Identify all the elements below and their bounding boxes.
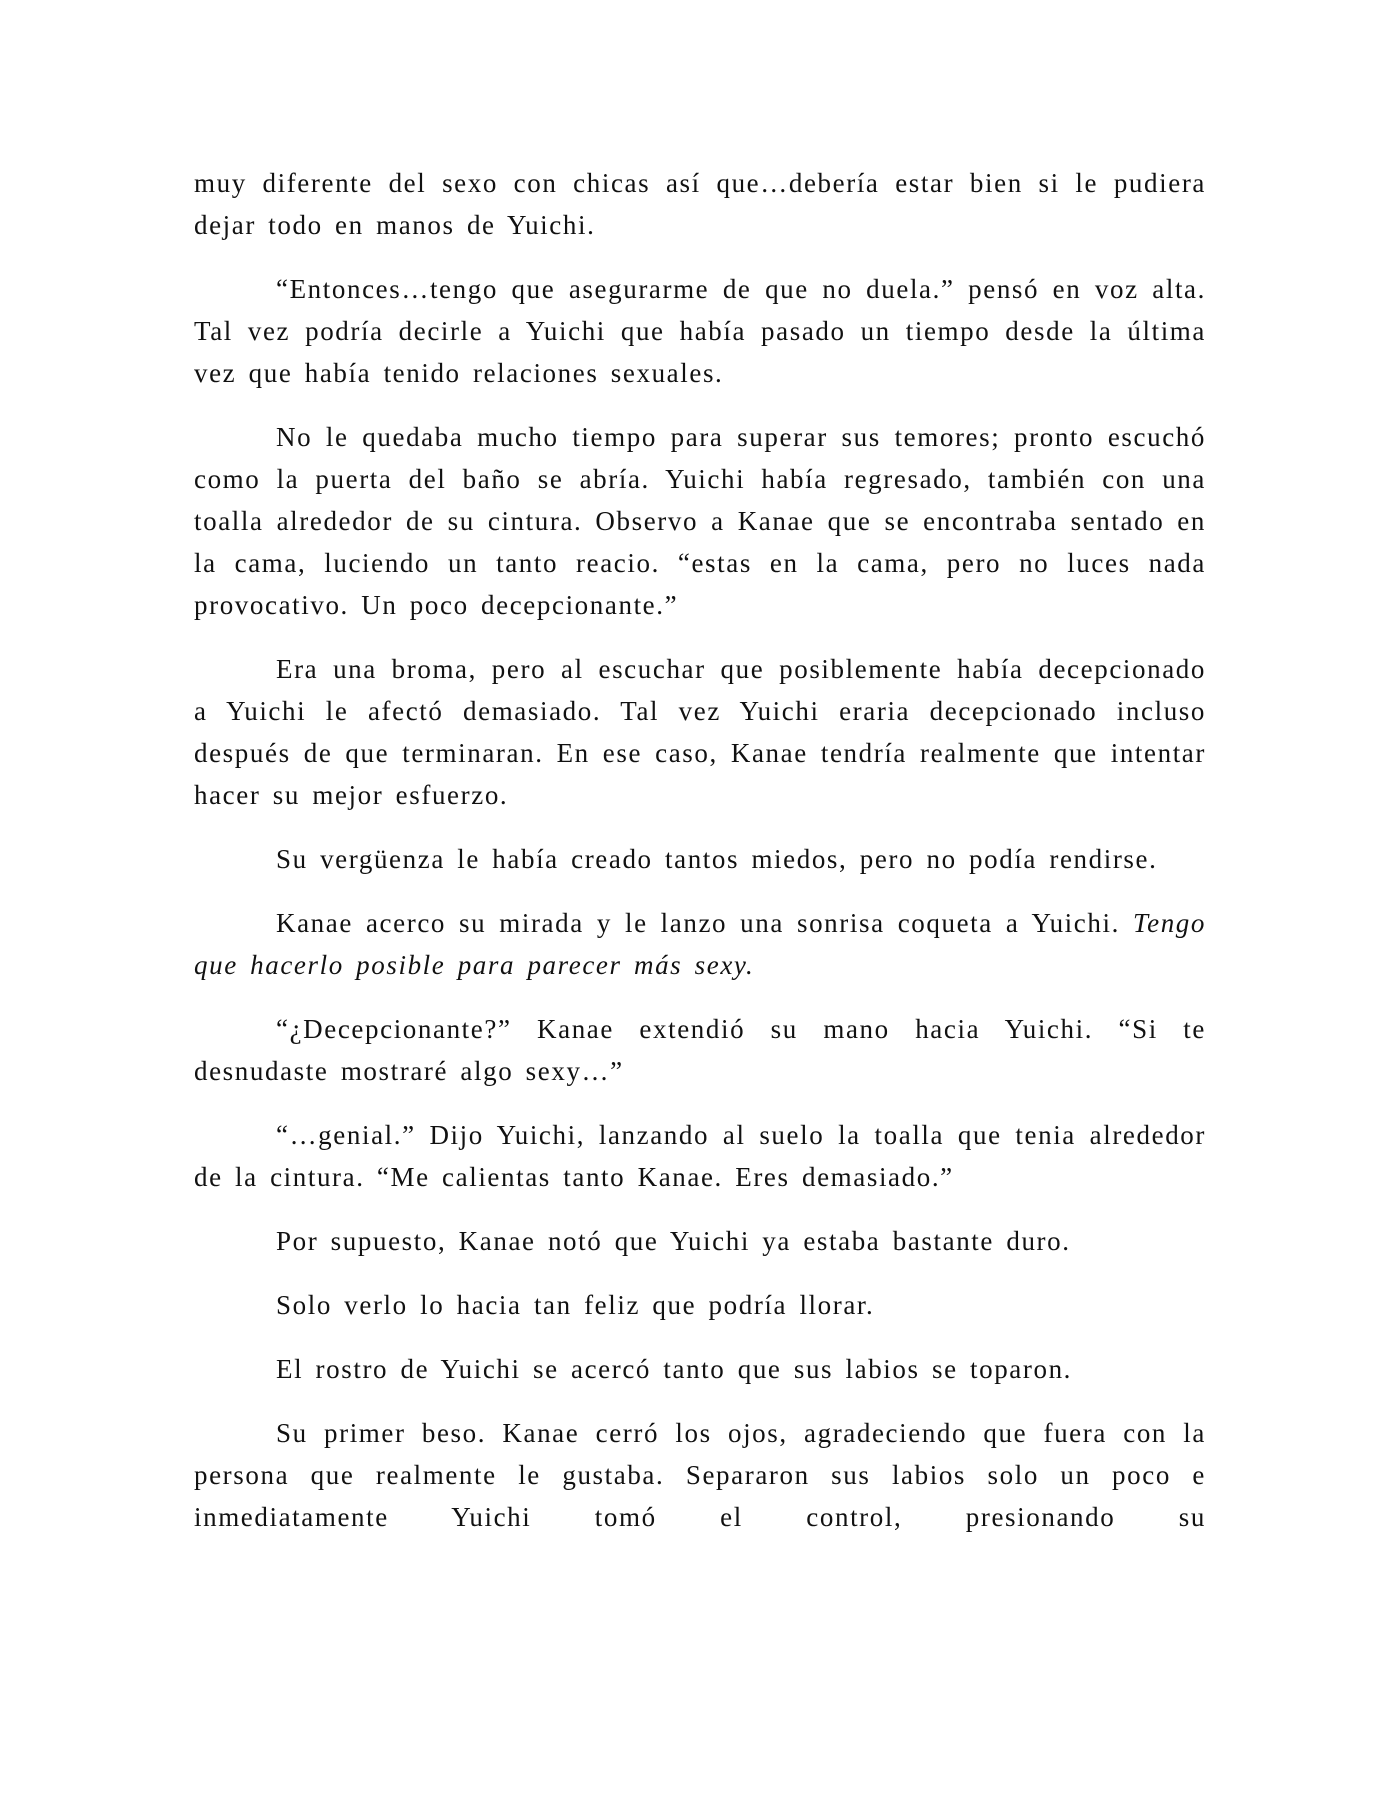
paragraph <box>194 902 1206 986</box>
paragraph: Su vergüenza le había creado tantos miedos, pero no podía rendirse. <box>276 844 1158 874</box>
paragraph: El rostro de Yuichi se acercó tanto que sus labios se toparon. <box>276 1354 1073 1384</box>
paragraph: Solo verlo lo hacia tan feliz que podría llorar. <box>276 1290 875 1320</box>
paragraph: “¿Decepcionante?” Kanae extendió su mano hacia Yuichi. “Si te desnudaste mostraré algo sexy…” <box>194 1014 1206 1086</box>
italic-thought: Tengo que hacerlo posible para parecer más sexy. <box>194 908 1206 980</box>
paragraph: Por supuesto, Kanae notó que Yuichi ya estaba bastante duro. <box>276 1226 1071 1256</box>
paragraph: Su primer beso. Kanae cerró los ojos, agradeciendo que fuera con la persona que realmente le gustaba. Separaron sus labios solo un poco e inmediatamente Yuichi tomó el control, presionando su <box>194 1418 1206 1532</box>
paragraph: Era una broma, pero al escuchar que posiblemente había decepcionado a Yuichi le afectó demasiado. Tal vez Yuichi eraria decepcionado incluso después de que terminaran. En ese caso, Kanae tendría realmente que intentar hacer su mejor esfuerzo. <box>194 654 1206 810</box>
paragraph: “Entonces…tengo que asegurarme de que no duela.” pensó en voz alta. Tal vez podría decirle a Yuichi que había pasado un tiempo desde la última vez que había tenido relaciones sexuales. <box>194 274 1206 388</box>
paragraph: No le quedaba mucho tiempo para superar sus temores; pronto escuchó como la puerta del baño se abría. Yuichi había regresado, también con una toalla alrededor de su cintura. Observo a Kanae que se encontraba sentado en la cama, luciendo un tanto reacio. “estas en la cama, pero no luces nada provocativo. Un poco decepcionante.” <box>194 422 1206 620</box>
paragraph-text: Kanae acerco su mirada y le lanzo una sonrisa coqueta a Yuichi. <box>276 908 1120 938</box>
paragraph: muy diferente del sexo con chicas así que…debería estar bien si le pudiera dejar todo en manos de Yuichi. <box>194 168 1206 240</box>
body-text <box>194 162 1206 1560</box>
paragraph: “…genial.” Dijo Yuichi, lanzando al suelo la toalla que tenia alrededor de la cintura. “Me calientas tanto Kanae. Eres demasiado.” <box>194 1120 1206 1192</box>
